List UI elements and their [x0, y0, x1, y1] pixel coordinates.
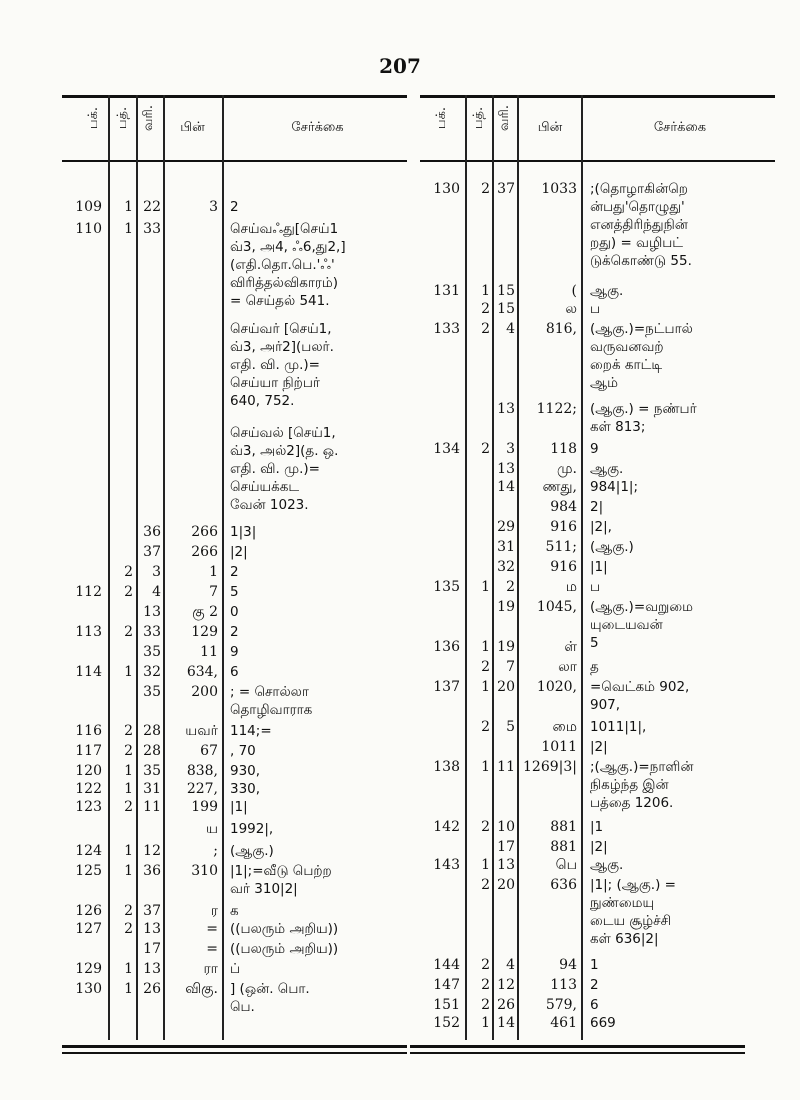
- left-before-cell: 227,: [186, 781, 218, 797]
- right-addition-cell: (ஆகு.)=நட்பால் வருவனவற் றைக் காட்டி ஆம்: [590, 321, 693, 391]
- right-line-cell: 37: [497, 181, 515, 197]
- left-addition-cell: ; = சொல்லா தொழிவாராக: [230, 684, 313, 718]
- left-page-cell: 109: [75, 199, 102, 215]
- right-line-cell: 31: [497, 539, 515, 555]
- right-before-cell: 579,: [545, 997, 577, 1013]
- left-line-cell: 12: [143, 843, 161, 859]
- page-number: 207: [379, 54, 421, 78]
- right-addition-cell: ;(தொழாகின்றெ ன்பது'தொழுது' எனத்திரிந்துநின் றது) = வழிபட் டுக்கொண்டு 55.: [590, 181, 692, 269]
- right-addition-cell: ப: [590, 579, 601, 595]
- right-addition-cell: 9: [590, 441, 599, 457]
- right-before-cell: ல: [565, 301, 577, 317]
- left-part-cell: 2: [124, 624, 133, 640]
- bottom-rule-left-2: [62, 1052, 407, 1054]
- left-line-cell: 11: [143, 799, 161, 815]
- right-line-cell: 26: [497, 997, 515, 1013]
- left-addition-cell: ப்: [230, 961, 241, 977]
- right-line-cell: 29: [497, 519, 515, 535]
- left-addition-cell: ((பலரும் அறிய)): [230, 921, 339, 937]
- right-line-cell: 14: [497, 1015, 515, 1031]
- left-addition-cell: , 70: [230, 743, 256, 759]
- right-page-cell: 133: [433, 321, 460, 337]
- right-line-cell: 13: [497, 857, 515, 873]
- right-line-cell: 13: [497, 401, 515, 417]
- right-addition-cell: (ஆகு.): [590, 539, 634, 555]
- right-addition-cell: 6: [590, 997, 599, 1013]
- right-line-cell: 14: [497, 479, 515, 495]
- left-before-cell: =: [206, 941, 218, 957]
- right-part-cell: 2: [481, 877, 490, 893]
- left-before-cell: 634,: [186, 664, 218, 680]
- right-part-cell: 2: [481, 997, 490, 1013]
- left-page-cell: 126: [75, 903, 102, 919]
- left-line-cell: 17: [143, 941, 161, 957]
- left-line-cell: 28: [143, 723, 161, 739]
- left-page-cell: 123: [75, 799, 102, 815]
- right-before-cell: 1020,: [536, 679, 577, 695]
- right-before-cell: 881: [550, 819, 577, 835]
- left-part-cell: 1: [124, 981, 133, 997]
- left-line-cell: 13: [143, 961, 161, 977]
- left-line-cell: 36: [143, 863, 161, 879]
- right-col-line-4: [581, 95, 583, 1040]
- right-addition-cell: த: [590, 659, 599, 675]
- left-before-cell: 67: [200, 743, 218, 759]
- right-before-cell: 1033: [541, 181, 577, 197]
- left-page-cell: 129: [75, 961, 102, 977]
- left-part-cell: 2: [124, 564, 133, 580]
- right-part-cell: 2: [481, 181, 490, 197]
- right-addition-cell: 1011|1|,: [590, 719, 647, 735]
- right-before-cell: 984: [550, 499, 577, 515]
- right-addition-cell: =வெட்கம் 902, 907,: [590, 679, 690, 713]
- left-before-cell: ய: [205, 821, 218, 837]
- left-addition-cell: 330,: [230, 781, 261, 797]
- right-part-cell: 1: [481, 579, 490, 595]
- right-addition-cell: ஆகு.: [590, 461, 624, 477]
- left-addition-cell: 5: [230, 584, 239, 600]
- left-before-cell: ;: [213, 843, 218, 859]
- right-before-cell: ள்: [564, 639, 577, 655]
- right-addition-cell: |2|: [590, 739, 608, 755]
- right-part-cell: 2: [481, 819, 490, 835]
- left-line-cell: 13: [143, 604, 161, 620]
- left-part-cell: 1: [124, 961, 133, 977]
- left-page-cell: 110: [75, 221, 102, 237]
- left-part-cell: 2: [124, 921, 133, 937]
- left-line-cell: 37: [143, 544, 161, 560]
- bottom-rule-right-2: [410, 1052, 745, 1054]
- bottom-rule-left: [62, 1045, 407, 1048]
- left-page-cell: 130: [75, 981, 102, 997]
- left-page-cell: 114: [75, 664, 102, 680]
- left-before-cell: கு 2: [192, 604, 218, 620]
- left-part-cell: 1: [124, 221, 133, 237]
- left-part-cell: 1: [124, 664, 133, 680]
- right-line-cell: 19: [497, 599, 515, 615]
- right-page-cell: 130: [433, 181, 460, 197]
- left-line-cell: 22: [143, 199, 161, 215]
- left-page-cell: 122: [75, 781, 102, 797]
- left-before-cell: 3: [209, 199, 218, 215]
- left-before-cell: 1: [209, 564, 218, 580]
- right-line-cell: 17: [497, 839, 515, 855]
- left-addition-cell: |1|: [230, 799, 248, 815]
- left-before-cell: ரா: [203, 961, 218, 977]
- right-part-cell: 2: [481, 321, 490, 337]
- right-addition-cell: |1|; (ஆகு.) = நுண்மையு டைய சூழ்ச்சி கள் 636|2|: [590, 877, 676, 947]
- right-part-cell: 2: [481, 719, 490, 735]
- left-line-cell: 13: [143, 921, 161, 937]
- right-addition-cell: 1: [590, 957, 599, 973]
- left-page-cell: 127: [75, 921, 102, 937]
- left-addition-cell: ((பலரும் அறிய)): [230, 941, 339, 957]
- right-col-line-1: [465, 95, 467, 1040]
- left-line-cell: 33: [143, 221, 161, 237]
- left-line-cell: 36: [143, 524, 161, 540]
- right-before-cell: 94: [559, 957, 577, 973]
- right-before-cell: 1269|3|: [523, 759, 577, 775]
- left-page-cell: 113: [75, 624, 102, 640]
- right-page-cell: 138: [433, 759, 460, 775]
- right-line-cell: 4: [506, 321, 515, 337]
- right-line-cell: 12: [497, 977, 515, 993]
- right-addition-cell: 2: [590, 977, 599, 993]
- right-before-cell: 636: [550, 877, 577, 893]
- right-before-cell: 916: [550, 559, 577, 575]
- left-part-cell: 1: [124, 199, 133, 215]
- right-before-cell: லா: [558, 659, 577, 675]
- left-line-cell: 33: [143, 624, 161, 640]
- left-before-cell: 310: [191, 863, 218, 879]
- right-addition-cell: 669: [590, 1015, 616, 1031]
- right-before-cell: 1122;: [536, 401, 577, 417]
- left-line-cell: 35: [143, 763, 161, 779]
- left-part-cell: 2: [124, 743, 133, 759]
- left-addition-cell: 114;=: [230, 723, 272, 739]
- right-line-cell: 5: [506, 719, 515, 735]
- right-part-cell: 1: [481, 283, 490, 299]
- right-addition-cell: (ஆகு.)=வறுமை யுடையவன் 5: [590, 599, 693, 651]
- left-part-cell: 2: [124, 584, 133, 600]
- right-header-page: பக்.: [434, 106, 449, 130]
- left-before-cell: 11: [200, 644, 218, 660]
- left-before-cell: 7: [209, 584, 218, 600]
- right-line-cell: 4: [506, 957, 515, 973]
- left-page-cell: 124: [75, 843, 102, 859]
- left-part-cell: 2: [124, 903, 133, 919]
- right-header-before: பின்: [537, 120, 563, 135]
- right-addition-cell: (ஆகு.) = நண்பர் கள் 813;: [590, 401, 697, 435]
- right-page-cell: 142: [433, 819, 460, 835]
- left-addition-cell: ] (ஒன். பொ. பெ.: [230, 981, 310, 1015]
- right-page-cell: 135: [433, 579, 460, 595]
- right-before-cell: 1011: [541, 739, 577, 755]
- left-page-cell: 112: [75, 584, 102, 600]
- right-header-addition: சேர்க்கை: [653, 120, 707, 135]
- right-before-cell: 816,: [545, 321, 577, 337]
- right-part-cell: 1: [481, 759, 490, 775]
- right-line-cell: 32: [497, 559, 515, 575]
- right-addition-cell: 2|: [590, 499, 604, 515]
- top-rule-left: [62, 95, 407, 98]
- right-addition-cell: ப: [590, 301, 601, 317]
- right-page-cell: 137: [433, 679, 460, 695]
- right-before-cell: (: [571, 283, 577, 299]
- left-part-cell: 2: [124, 723, 133, 739]
- left-header-before: பின்: [180, 120, 205, 135]
- right-addition-cell: ;(ஆகு.)=நாளின் நிகழ்ந்த இன் பத்தை 1206.: [590, 759, 694, 811]
- right-before-cell: 461: [550, 1015, 577, 1031]
- right-header-part: பத்.: [471, 106, 486, 130]
- right-part-cell: 1: [481, 639, 490, 655]
- right-header-line: வரி.: [497, 105, 512, 131]
- left-line-cell: 28: [143, 743, 161, 759]
- right-page-cell: 147: [433, 977, 460, 993]
- right-line-cell: 7: [506, 659, 515, 675]
- left-addition-cell: செய்வர் [செய்1, வ்3, அர்2](பலர். எதி. வி. மு.)= செய்யா நிற்பர் 640, 752.: [230, 321, 334, 409]
- right-addition-cell: |1|: [590, 559, 608, 575]
- right-before-cell: 1045,: [536, 599, 577, 615]
- right-addition-cell: 984|1|;: [590, 479, 639, 495]
- left-before-cell: 200: [191, 684, 218, 700]
- left-page-cell: 125: [75, 863, 102, 879]
- right-part-cell: 2: [481, 441, 490, 457]
- left-addition-cell: |1|;=வீடு பெற்ற வர் 310|2|: [230, 863, 332, 897]
- right-part-cell: 2: [481, 977, 490, 993]
- right-addition-cell: ஆகு.: [590, 283, 624, 299]
- right-page-cell: 131: [433, 283, 460, 299]
- left-line-cell: 3: [152, 564, 161, 580]
- left-header-part: பத்.: [115, 106, 130, 130]
- left-before-cell: விகு.: [185, 981, 218, 997]
- right-before-cell: ம: [565, 579, 577, 595]
- left-addition-cell: க: [230, 903, 239, 919]
- left-addition-cell: செய்வஃது[செய்1 வ்3, அ4, ஃ6,து2,] (எதி.தொ.பெ.'ஃ' விரித்தல்விகாரம்) = செய்தல் 541.: [230, 221, 346, 309]
- right-page-cell: 134: [433, 441, 460, 457]
- right-page-cell: 143: [433, 857, 460, 873]
- left-before-cell: ர: [210, 903, 218, 919]
- right-before-cell: 511;: [545, 539, 577, 555]
- right-addition-cell: |2|,: [590, 519, 612, 535]
- right-line-cell: 13: [497, 461, 515, 477]
- right-part-cell: 1: [481, 1015, 490, 1031]
- left-before-cell: 199: [191, 799, 218, 815]
- left-header-addition: சேர்க்கை: [291, 120, 344, 135]
- right-page-cell: 151: [433, 997, 460, 1013]
- right-line-cell: 11: [497, 759, 515, 775]
- right-before-cell: 113: [550, 977, 577, 993]
- left-line-cell: 4: [152, 584, 161, 600]
- left-addition-cell: |2|: [230, 544, 248, 560]
- right-line-cell: 20: [497, 877, 515, 893]
- left-before-cell: யவர்: [185, 723, 218, 739]
- left-addition-cell: 6: [230, 664, 239, 680]
- left-part-cell: 1: [124, 781, 133, 797]
- bottom-rule-right: [410, 1045, 745, 1048]
- left-addition-cell: 2: [230, 199, 239, 215]
- left-line-cell: 35: [143, 684, 161, 700]
- left-addition-cell: செய்வல் [செய்1, வ்3, அல்2](த. ஒ. எதி. வி. மு.)= செய்யக்கட வேன் 1023.: [230, 425, 339, 513]
- top-rule-right: [420, 95, 775, 98]
- left-line-cell: 35: [143, 644, 161, 660]
- right-line-cell: 15: [497, 301, 515, 317]
- left-page-cell: 120: [75, 763, 102, 779]
- left-header-page: பக்.: [86, 106, 101, 130]
- right-page-cell: 152: [433, 1015, 460, 1031]
- left-before-cell: 266: [191, 544, 218, 560]
- right-line-cell: 19: [497, 639, 515, 655]
- right-addition-cell: ஆகு.: [590, 857, 624, 873]
- left-line-cell: 37: [143, 903, 161, 919]
- right-line-cell: 10: [497, 819, 515, 835]
- left-addition-cell: 2: [230, 564, 239, 580]
- left-line-cell: 32: [143, 664, 161, 680]
- left-part-cell: 1: [124, 763, 133, 779]
- right-page-cell: 136: [433, 639, 460, 655]
- right-addition-cell: |2|: [590, 839, 608, 855]
- left-addition-cell: 9: [230, 644, 239, 660]
- header-rule-left: [62, 160, 407, 162]
- left-before-cell: 838,: [186, 763, 218, 779]
- left-page-cell: 116: [75, 723, 102, 739]
- left-part-cell: 1: [124, 843, 133, 859]
- left-addition-cell: 0: [230, 604, 239, 620]
- left-before-cell: 129: [191, 624, 218, 640]
- left-col-line-4: [222, 95, 224, 1040]
- right-part-cell: 1: [481, 679, 490, 695]
- right-page-cell: 144: [433, 957, 460, 973]
- left-before-cell: 266: [191, 524, 218, 540]
- left-addition-cell: 930,: [230, 763, 261, 779]
- right-before-cell: மு.: [557, 461, 577, 477]
- right-line-cell: 3: [506, 441, 515, 457]
- left-addition-cell: 1|3|: [230, 524, 257, 540]
- left-header-line: வரி.: [141, 105, 156, 131]
- left-before-cell: =: [206, 921, 218, 937]
- right-part-cell: 2: [481, 659, 490, 675]
- right-part-cell: 2: [481, 301, 490, 317]
- left-addition-cell: (ஆகு.): [230, 843, 274, 859]
- right-part-cell: 2: [481, 957, 490, 973]
- left-addition-cell: 2: [230, 624, 239, 640]
- right-before-cell: பெ: [555, 857, 577, 873]
- left-part-cell: 2: [124, 799, 133, 815]
- left-addition-cell: 1992|,: [230, 821, 274, 837]
- right-line-cell: 2: [506, 579, 515, 595]
- right-before-cell: மை: [552, 719, 577, 735]
- right-before-cell: 916: [550, 519, 577, 535]
- left-part-cell: 1: [124, 863, 133, 879]
- left-line-cell: 26: [143, 981, 161, 997]
- right-line-cell: 20: [497, 679, 515, 695]
- right-before-cell: 881: [550, 839, 577, 855]
- right-addition-cell: |1: [590, 819, 604, 835]
- left-page-cell: 117: [75, 743, 102, 759]
- right-before-cell: 118: [550, 441, 577, 457]
- header-rule-right: [420, 160, 775, 162]
- left-line-cell: 31: [143, 781, 161, 797]
- right-part-cell: 1: [481, 857, 490, 873]
- right-line-cell: 15: [497, 283, 515, 299]
- right-before-cell: ணது,: [542, 479, 577, 495]
